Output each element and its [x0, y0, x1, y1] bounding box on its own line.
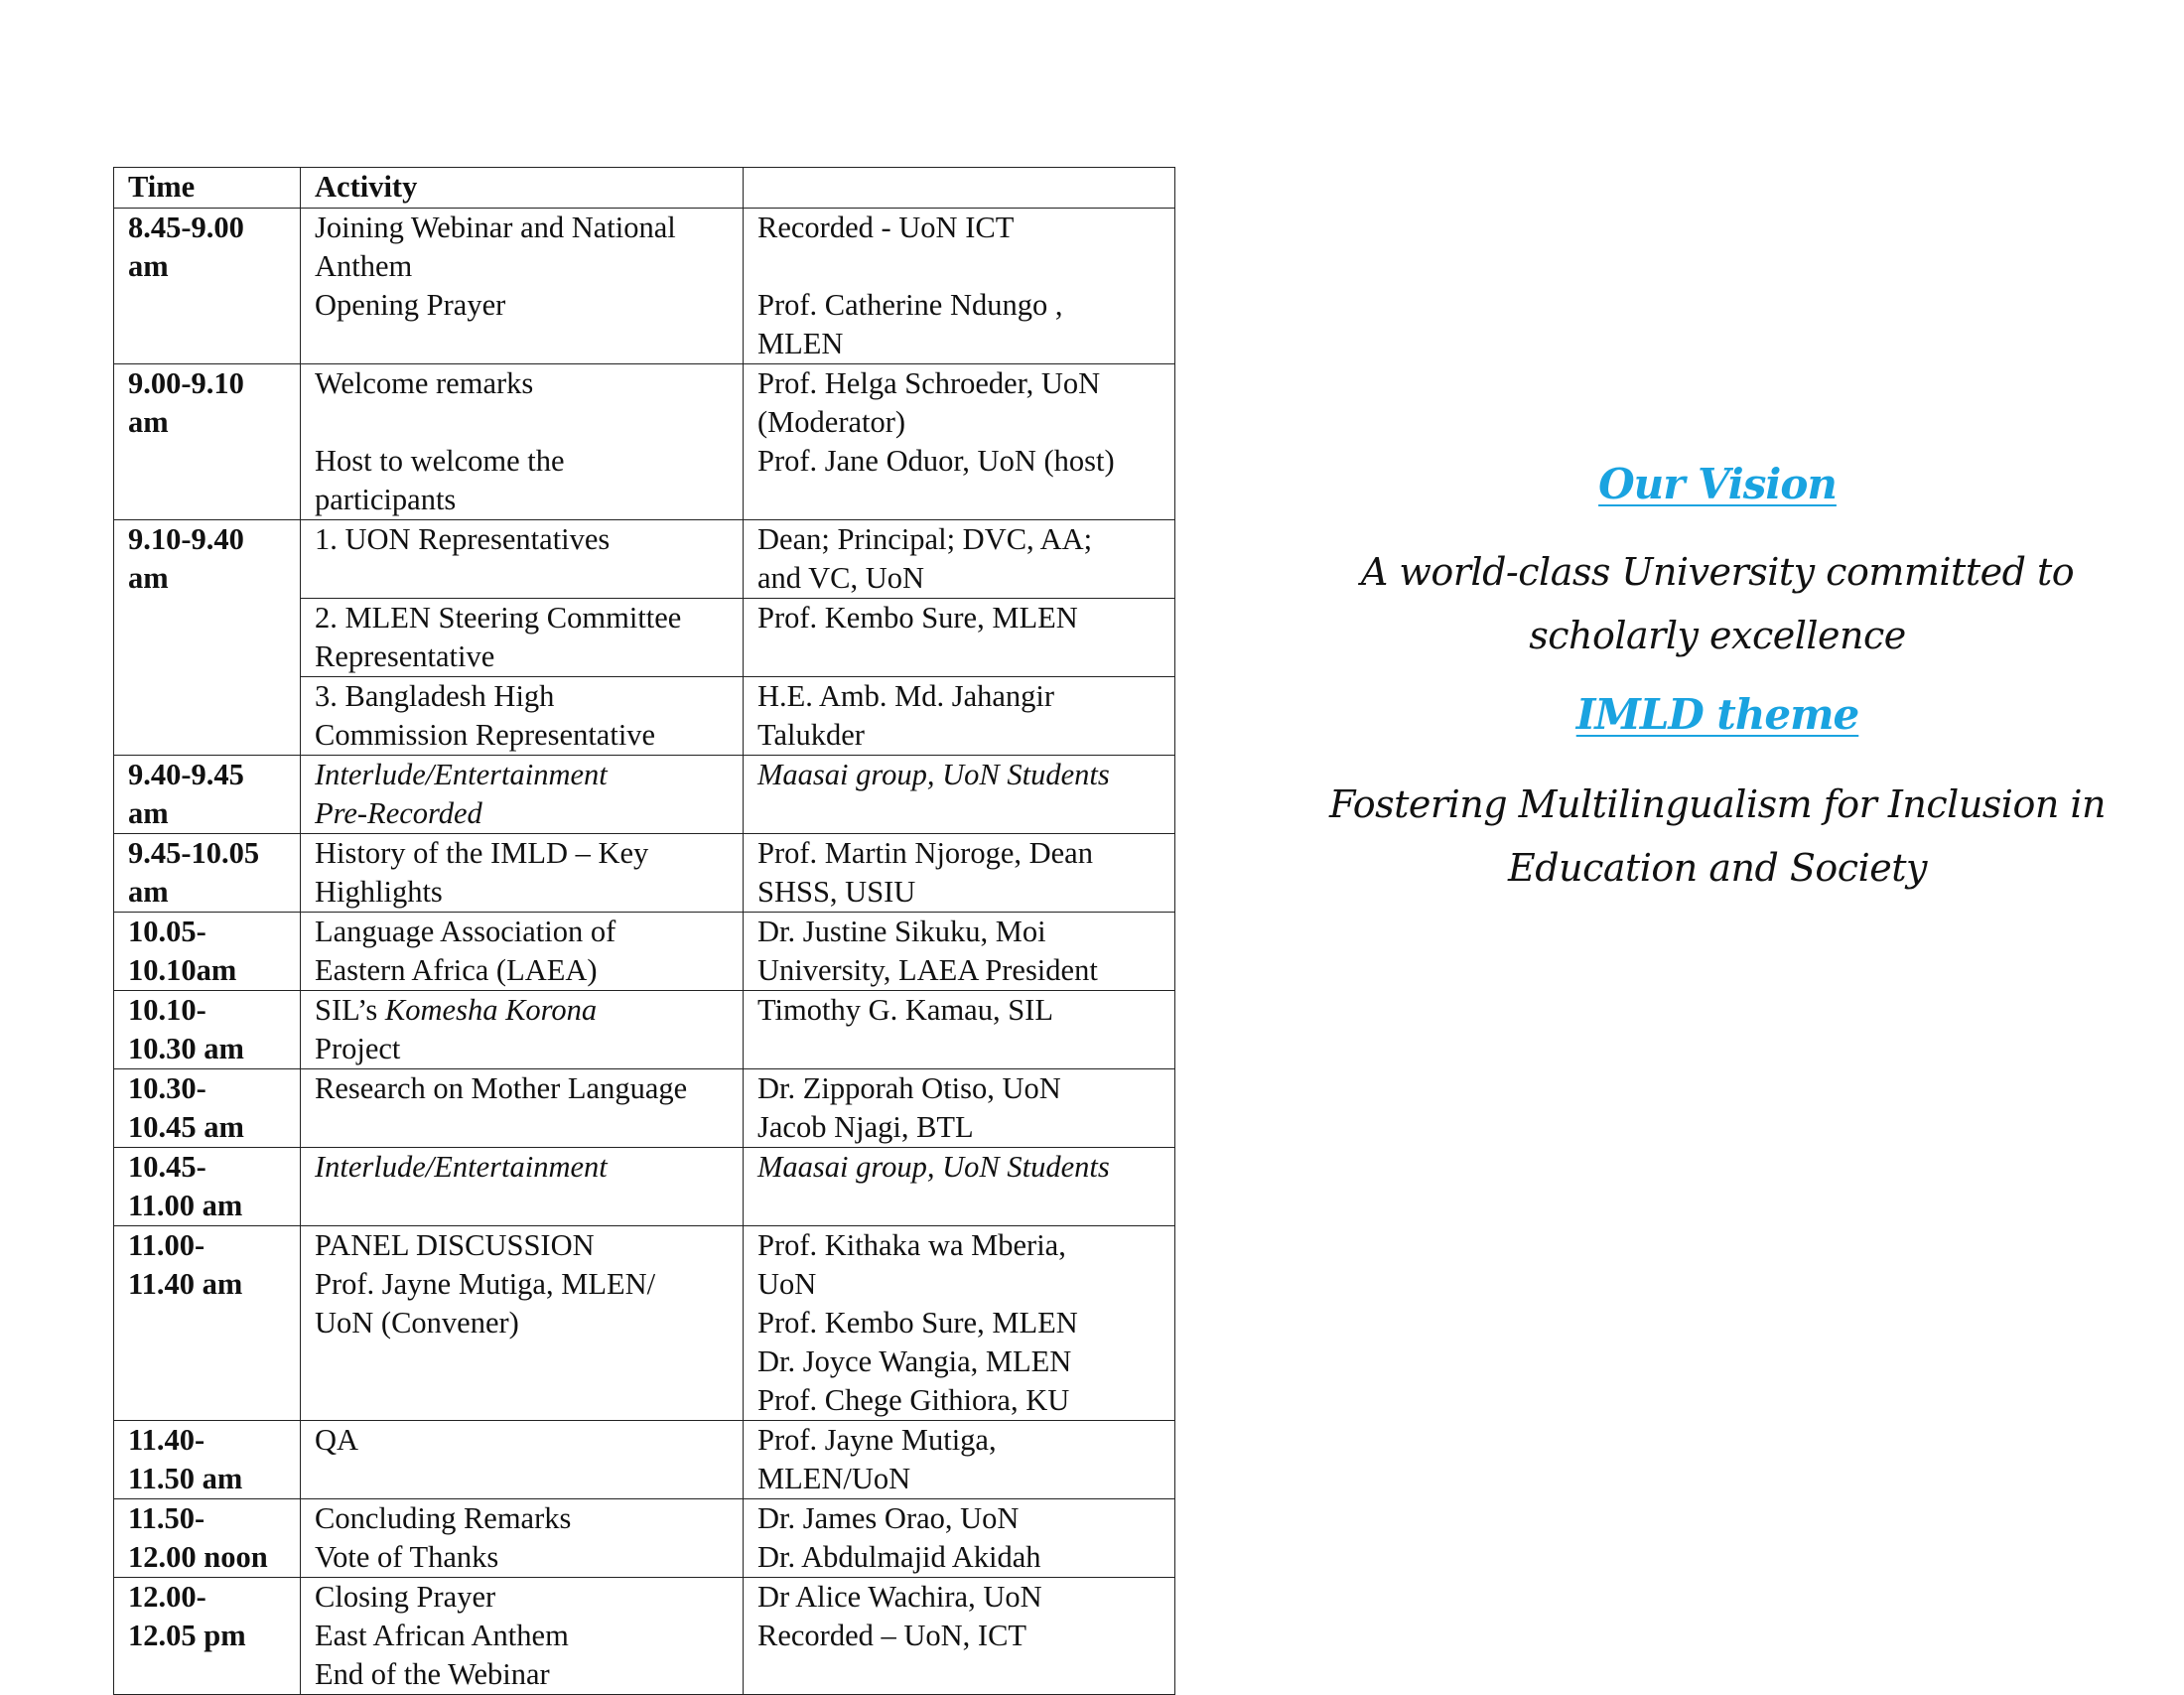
cell-line: 9.00-9.10: [128, 366, 244, 400]
cell-line: Anthem: [315, 249, 413, 283]
cell-line: Dr. James Orao, UoN: [757, 1501, 1020, 1535]
time-cell: [114, 1421, 301, 1499]
cell-line: 11.40 am: [128, 1267, 243, 1301]
cell-line: Commission Representative: [315, 718, 656, 752]
header-time: Time: [114, 168, 301, 209]
cell-line: Prof. Kembo Sure, MLEN: [757, 1306, 1078, 1340]
cell-line: am: [128, 875, 169, 909]
cell-line: 11.50 am: [128, 1462, 243, 1495]
activity-cell: [301, 677, 744, 756]
cell-line: Host to welcome the: [315, 444, 565, 478]
table-row: [114, 1226, 1175, 1421]
table-row: [114, 520, 1175, 599]
cell-line: 9.40-9.45: [128, 758, 244, 791]
cell-line: 11.50-: [128, 1501, 205, 1535]
time-cell: [114, 991, 301, 1069]
cell-line: [315, 991, 731, 1030]
time-cell: [114, 364, 301, 520]
time-cell: [114, 1499, 301, 1578]
vision-text: [1291, 540, 2144, 667]
cell-line: UoN (Convener): [315, 1306, 519, 1340]
cell-line: 10.30 am: [128, 1032, 244, 1065]
cell-line: PANEL DISCUSSION: [315, 1228, 595, 1262]
cell-line: 11.00 am: [128, 1189, 243, 1222]
cell-line: 1. UON Representatives: [315, 522, 611, 556]
time-cell: [114, 834, 301, 913]
activity-cell: [301, 1069, 744, 1148]
activity-cell: [301, 756, 744, 834]
cell-line: Prof. Jayne Mutiga,: [757, 1423, 997, 1457]
table-row: [114, 834, 1175, 913]
cell-line: 10.10am: [128, 953, 237, 987]
person-cell: [744, 364, 1175, 520]
cell-line: Prof. Jayne Mutiga, MLEN/: [315, 1267, 656, 1301]
cell-line: 3. Bangladesh High: [315, 679, 555, 713]
cell-line: Dr Alice Wachira, UoN: [757, 1580, 1042, 1614]
vision-panel: [1291, 437, 2144, 900]
cell-line: Welcome remarks: [315, 366, 534, 400]
cell-line: Prof. Chege Githiora, KU: [757, 1383, 1070, 1417]
cell-line: East African Anthem: [315, 1619, 569, 1652]
cell-line: 12.00-: [128, 1580, 206, 1614]
person-cell: [744, 1499, 1175, 1578]
activity-cell: [301, 991, 744, 1069]
time-cell: [114, 1226, 301, 1421]
person-cell: [744, 913, 1175, 991]
cell-line: Highlights: [315, 875, 443, 909]
cell-line: Prof. Jane Oduor, UoN (host): [757, 444, 1115, 478]
cell-line: Recorded - UoN ICT: [757, 211, 1015, 244]
cell-line: Dean; Principal; DVC, AA;: [757, 522, 1093, 556]
cell-line: MLEN/UoN: [757, 1462, 911, 1495]
person-cell: [744, 677, 1175, 756]
table-header-row: [114, 168, 1175, 209]
time-cell: [114, 756, 301, 834]
cell-line: Concluding Remarks: [315, 1501, 572, 1535]
activity-cell: [301, 1421, 744, 1499]
cell-line: 11.00-: [128, 1228, 205, 1262]
cell-line: Timothy G. Kamau, SIL: [757, 993, 1053, 1027]
cell-line: H.E. Amb. Md. Jahangir: [757, 679, 1055, 713]
cell-line: Vote of Thanks: [315, 1540, 499, 1574]
vision-text-line: scholarly excellence: [1529, 614, 1906, 657]
header-person: [744, 168, 1175, 209]
vision-heading: Our Vision: [1598, 460, 1837, 508]
cell-line: Joining Webinar and National: [315, 211, 676, 244]
table-row: [114, 364, 1175, 520]
cell-line: Prof. Catherine Ndungo ,: [757, 288, 1063, 322]
table-row: [114, 991, 1175, 1069]
cell-line: Pre-Recorded: [315, 796, 482, 830]
table-row: [114, 913, 1175, 991]
cell-line: 10.10-: [128, 993, 206, 1027]
table-row: [114, 756, 1175, 834]
cell-line: Interlude/Entertainment: [315, 758, 608, 791]
cell-line: Research on Mother Language: [315, 1071, 688, 1105]
cell-line: 12.05 pm: [128, 1619, 246, 1652]
cell-line: Maasai group, UoN Students: [757, 1150, 1110, 1184]
cell-line: 10.30-: [128, 1071, 206, 1105]
activity-cell: [301, 209, 744, 364]
cell-line: [315, 403, 731, 442]
cell-line: QA: [315, 1423, 359, 1457]
cell-line: University, LAEA President: [757, 953, 1098, 987]
person-cell: [744, 756, 1175, 834]
theme-heading: IMLD theme: [1575, 690, 1859, 739]
time-cell: [114, 1578, 301, 1695]
theme-text-line: Fostering Multilingualism for Inclusion in: [1328, 782, 2107, 826]
activity-cell: [301, 364, 744, 520]
cell-line: Dr. Zipporah Otiso, UoN: [757, 1071, 1061, 1105]
cell-line: Maasai group, UoN Students: [757, 758, 1110, 791]
person-cell: [744, 1069, 1175, 1148]
cell-line: and VC, UoN: [757, 561, 925, 595]
cell-line: 12.00 noon: [128, 1540, 268, 1574]
cell-line: am: [128, 405, 169, 439]
cell-line: Language Association of: [315, 915, 616, 948]
cell-line: Eastern Africa (LAEA): [315, 953, 598, 987]
cell-line: 9.45-10.05: [128, 836, 260, 870]
header-activity: Activity: [301, 168, 744, 209]
cell-line: SHSS, USIU: [757, 875, 916, 909]
cell-line: 9.10-9.40: [128, 522, 244, 556]
person-cell: [744, 1578, 1175, 1695]
activity-project-name: Komesha Korona: [384, 993, 598, 1027]
cell-line: [757, 247, 1162, 286]
person-cell: [744, 834, 1175, 913]
cell-line: Prof. Kithaka wa Mberia,: [757, 1228, 1066, 1262]
person-cell: [744, 599, 1175, 677]
table-row: [114, 1578, 1175, 1695]
cell-line: am: [128, 249, 169, 283]
activity-cell: [301, 1499, 744, 1578]
cell-line: Opening Prayer: [315, 288, 506, 322]
cell-line: Recorded – UoN, ICT: [757, 1619, 1027, 1652]
cell-line: am: [128, 796, 169, 830]
cell-line: Closing Prayer: [315, 1580, 496, 1614]
program-table: [113, 167, 1175, 1695]
activity-cell: [301, 520, 744, 599]
time-cell: [114, 913, 301, 991]
table-row: [114, 1499, 1175, 1578]
activity-cell: [301, 599, 744, 677]
cell-line: MLEN: [757, 327, 844, 360]
cell-line: participants: [315, 483, 457, 516]
activity-cell: [301, 1148, 744, 1226]
cell-line: 10.45 am: [128, 1110, 244, 1144]
activity-cell: [301, 1226, 744, 1421]
table-row: [114, 209, 1175, 364]
table-row: [114, 1069, 1175, 1148]
person-cell: [744, 991, 1175, 1069]
cell-line: Project: [315, 1032, 401, 1065]
time-cell: [114, 1148, 301, 1226]
activity-cell: [301, 913, 744, 991]
cell-line: Prof. Helga Schroeder, UoN: [757, 366, 1101, 400]
person-cell: [744, 1421, 1175, 1499]
activity-cell: [301, 834, 744, 913]
cell-line: Prof. Kembo Sure, MLEN: [757, 601, 1078, 635]
cell-line: 10.45-: [128, 1150, 206, 1184]
cell-line: Interlude/Entertainment: [315, 1150, 608, 1184]
activity-prefix: SIL’s: [315, 993, 385, 1027]
cell-line: Dr. Justine Sikuku, Moi: [757, 915, 1046, 948]
cell-line: 10.05-: [128, 915, 206, 948]
cell-line: (Moderator): [757, 405, 906, 439]
cell-line: 11.40-: [128, 1423, 205, 1457]
table-row: [114, 1148, 1175, 1226]
table-row: [114, 1421, 1175, 1499]
cell-line: Dr. Joyce Wangia, MLEN: [757, 1344, 1072, 1378]
cell-line: 8.45-9.00: [128, 211, 244, 244]
person-cell: [744, 1226, 1175, 1421]
theme-text: [1291, 773, 2144, 900]
cell-line: End of the Webinar: [315, 1657, 550, 1691]
cell-line: am: [128, 561, 169, 595]
cell-line: Prof. Martin Njoroge, Dean: [757, 836, 1093, 870]
time-cell: [114, 520, 301, 756]
activity-cell: [301, 1578, 744, 1695]
cell-line: Jacob Njagi, BTL: [757, 1110, 974, 1144]
theme-text-line: Education and Society: [1508, 846, 1927, 890]
cell-line: 2. MLEN Steering Committee: [315, 601, 682, 635]
person-cell: [744, 1148, 1175, 1226]
cell-line: UoN: [757, 1267, 817, 1301]
cell-line: Dr. Abdulmajid Akidah: [757, 1540, 1041, 1574]
program-table-body: [114, 168, 1175, 1695]
time-cell: [114, 1069, 301, 1148]
time-cell: [114, 209, 301, 364]
vision-text-line: A world-class University committed to: [1360, 550, 2075, 594]
person-cell: [744, 520, 1175, 599]
person-cell: [744, 209, 1175, 364]
cell-line: Talukder: [757, 718, 865, 752]
cell-line: Representative: [315, 639, 495, 673]
cell-line: History of the IMLD – Key: [315, 836, 649, 870]
